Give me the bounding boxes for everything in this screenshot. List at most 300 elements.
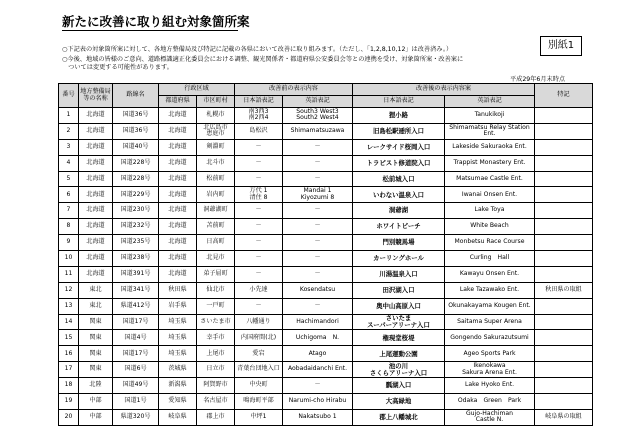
cell-bureau: 関東 bbox=[79, 346, 113, 362]
cell-after-jp: 瓢湖入口 bbox=[353, 378, 445, 394]
before_en-line: － bbox=[314, 174, 321, 182]
after_en-line: Iwanai Onsen Ent. bbox=[461, 190, 518, 198]
cell-bureau: 北海道 bbox=[79, 187, 113, 203]
cell-before-jp bbox=[235, 330, 283, 346]
cell-route: 国道17号 bbox=[113, 346, 159, 362]
cell-bureau: 北海道 bbox=[79, 251, 113, 267]
cell-before-jp bbox=[235, 266, 283, 282]
cell-after-jp: 旧島松駅逓所入口 bbox=[353, 123, 445, 139]
cell-after-en bbox=[445, 219, 535, 235]
before_en-line: Narumi-cho Hirabu bbox=[288, 397, 347, 405]
cell-remarks bbox=[535, 314, 593, 330]
cell-after-jp: ホワイトビーチ bbox=[353, 219, 445, 235]
cell-before-jp bbox=[235, 394, 283, 410]
cell-route: 国道49号 bbox=[113, 378, 159, 394]
cell-before-en bbox=[283, 394, 353, 410]
after_en-line: Lake Tazawako Ent. bbox=[459, 285, 520, 293]
before_jp-line: － bbox=[255, 158, 262, 166]
cell-bureau: 北海道 bbox=[79, 235, 113, 251]
before_jp-line: － bbox=[255, 238, 262, 246]
cell-after-en bbox=[445, 187, 535, 203]
after_en-line: Gongendo Sakurazutsumi bbox=[450, 333, 529, 341]
cell-before-en bbox=[283, 251, 353, 267]
cell-pref: 北海道 bbox=[159, 123, 197, 139]
before_en-line: South2 West4 bbox=[296, 114, 339, 122]
table-row bbox=[59, 171, 593, 187]
table-row bbox=[59, 409, 593, 425]
before_en-line: Uchigoma N. bbox=[295, 333, 340, 341]
cell-city: 幸手市 bbox=[197, 330, 235, 346]
cell-before-jp bbox=[235, 362, 283, 378]
cell-remarks bbox=[535, 187, 593, 203]
cell-before-jp bbox=[235, 298, 283, 314]
table-row bbox=[59, 203, 593, 219]
table-row bbox=[59, 187, 593, 203]
cell-city: 郡上市 bbox=[197, 409, 235, 425]
before_jp-line: 南3西3 bbox=[248, 107, 269, 115]
cell-city: さいたま市 bbox=[197, 314, 235, 330]
header-before-en: 英語表記 bbox=[283, 96, 353, 108]
cell-pref: 埼玉県 bbox=[159, 330, 197, 346]
cell-no: 6 bbox=[59, 187, 79, 203]
cell-no: 1 bbox=[59, 108, 79, 124]
cell-route: 国道238号 bbox=[113, 251, 159, 267]
cell-city: 上尾市 bbox=[197, 346, 235, 362]
cell-before-en bbox=[283, 235, 353, 251]
before_en-line: － bbox=[314, 222, 321, 230]
cell-route: 国道36号 bbox=[113, 123, 159, 139]
cell-after-jp: トラピスト修道院入口 bbox=[353, 155, 445, 171]
cell-remarks bbox=[535, 330, 593, 346]
cell-after-jp: 洞爺湖 bbox=[353, 203, 445, 219]
before_jp-line: 鳴海町平部 bbox=[243, 397, 274, 405]
cell-before-jp bbox=[235, 155, 283, 171]
cell-after-jp: 上尾運動公園 bbox=[353, 346, 445, 362]
cell-bureau: 北海道 bbox=[79, 155, 113, 171]
note-line-3: ついては変更する可能性があります。 bbox=[62, 64, 173, 71]
cell-pref: 北海道 bbox=[159, 108, 197, 124]
cell-city: 日立市 bbox=[197, 362, 235, 378]
cell-route: 国道235号 bbox=[113, 235, 159, 251]
cell-route: 国道1号 bbox=[113, 394, 159, 410]
before_jp-line: 八幡通り bbox=[246, 317, 271, 325]
cell-city: 洞爺湖町 bbox=[197, 203, 235, 219]
before_en-line: Nakatsubo 1 bbox=[298, 413, 337, 421]
cell-after-jp: 郡上八幡城北 bbox=[353, 409, 445, 425]
before_en-line: Mandai 1 bbox=[303, 187, 332, 195]
cell-no: 17 bbox=[59, 362, 79, 378]
after_en-line: Lake Hyoko Ent. bbox=[464, 381, 515, 389]
cell-after-en bbox=[445, 330, 535, 346]
table-row bbox=[59, 155, 593, 171]
cell-after-en bbox=[445, 266, 535, 282]
cell-route: 国道4号 bbox=[113, 330, 159, 346]
after_en-line: Matsumae Castle Ent. bbox=[456, 174, 523, 182]
title-underline bbox=[62, 30, 238, 31]
cell-city: 日高町 bbox=[197, 235, 235, 251]
cell-bureau: 関東 bbox=[79, 314, 113, 330]
cell-after-en bbox=[445, 409, 535, 425]
page-title: 新たに改善に取り組む対象箇所案 bbox=[62, 14, 250, 29]
cell-no: 11 bbox=[59, 266, 79, 282]
cell-route: 国道341号 bbox=[113, 282, 159, 298]
cell-before-jp bbox=[235, 235, 283, 251]
cell-after-en bbox=[445, 251, 535, 267]
cell-after-en bbox=[445, 314, 535, 330]
cell-bureau: 北海道 bbox=[79, 108, 113, 124]
cell-city: 北広島市 恵庭市 bbox=[197, 123, 235, 139]
cell-remarks bbox=[535, 219, 593, 235]
table-row bbox=[59, 394, 593, 410]
cell-route: 国道230号 bbox=[113, 203, 159, 219]
cell-remarks bbox=[535, 251, 593, 267]
cell-before-jp bbox=[235, 108, 283, 124]
before_en-line: － bbox=[314, 238, 321, 246]
cell-remarks: 岐阜県の取組 bbox=[535, 409, 593, 425]
table-row bbox=[59, 330, 593, 346]
header-remarks: 特記 bbox=[535, 84, 593, 108]
cell-remarks bbox=[535, 139, 593, 155]
cell-before-en bbox=[283, 139, 353, 155]
table-row bbox=[59, 314, 593, 330]
after_en-line: White Beach bbox=[470, 222, 509, 230]
cell-before-jp bbox=[235, 346, 283, 362]
cell-after-jp: 池の川 さくらアリーナ入口 bbox=[353, 362, 445, 378]
cell-route: 国道40号 bbox=[113, 139, 159, 155]
cell-remarks bbox=[535, 346, 593, 362]
cell-after-en bbox=[445, 346, 535, 362]
after_en-line: Ageo Sports Park bbox=[463, 349, 516, 357]
cell-before-en bbox=[283, 203, 353, 219]
cell-before-jp bbox=[235, 139, 283, 155]
cell-pref: 埼玉県 bbox=[159, 314, 197, 330]
before_jp-line: － bbox=[255, 174, 262, 182]
cell-city: 北斗市 bbox=[197, 155, 235, 171]
cell-after-jp: 松前城入口 bbox=[353, 171, 445, 187]
cell-before-en bbox=[283, 409, 353, 425]
before_jp-line: 小先達 bbox=[249, 285, 268, 293]
table-row bbox=[59, 235, 593, 251]
cell-pref: 北海道 bbox=[159, 203, 197, 219]
sheet-label: 別紙1 bbox=[540, 36, 582, 56]
before_jp-line: 愛宕 bbox=[252, 349, 265, 357]
cell-pref: 北海道 bbox=[159, 155, 197, 171]
cell-before-en bbox=[283, 171, 353, 187]
cell-no: 5 bbox=[59, 171, 79, 187]
cell-after-jp: 大高緑地 bbox=[353, 394, 445, 410]
after_en-line: Lakeside Sakuraoka Ent. bbox=[452, 142, 527, 150]
cell-remarks bbox=[535, 394, 593, 410]
cell-route: 国道232号 bbox=[113, 219, 159, 235]
cell-no: 2 bbox=[59, 123, 79, 139]
before_en-line: － bbox=[314, 158, 321, 166]
before_jp-line: － bbox=[255, 142, 262, 150]
cell-after-en bbox=[445, 298, 535, 314]
cell-before-jp bbox=[235, 314, 283, 330]
cell-after-en bbox=[445, 203, 535, 219]
cell-route: 国道6号 bbox=[113, 362, 159, 378]
cell-bureau: 中部 bbox=[79, 409, 113, 425]
after_en-line: Ent. bbox=[483, 130, 496, 138]
cell-no: 14 bbox=[59, 314, 79, 330]
before_jp-line: 中坪1 bbox=[250, 413, 267, 421]
as-of-date: 平成29年6月末時点 bbox=[510, 76, 566, 83]
cell-remarks bbox=[535, 171, 593, 187]
cell-pref: 北海道 bbox=[159, 235, 197, 251]
after_en-line: Tanukikoji bbox=[474, 111, 505, 119]
after_en-line: Sakura Arena Ent. bbox=[462, 368, 517, 376]
before_jp-line: 中央町 bbox=[249, 381, 268, 389]
cell-no: 7 bbox=[59, 203, 79, 219]
cell-remarks bbox=[535, 378, 593, 394]
cell-no: 10 bbox=[59, 251, 79, 267]
cell-no: 18 bbox=[59, 378, 79, 394]
before_en-line: South3 West3 bbox=[296, 107, 339, 115]
cell-before-en bbox=[283, 298, 353, 314]
before_en-line: Shimamatsuzawa bbox=[290, 127, 345, 135]
note-line-2: ○今後、地域の皆様のご意向、道路標識適正化委員会における調整、観光関係者・都道府県公安委員会等との連携を受け、対象箇所案・改善案に bbox=[62, 56, 464, 63]
header-no: 番号 bbox=[59, 84, 79, 108]
cell-city: 名古屋市 bbox=[197, 394, 235, 410]
cell-pref: 岐阜県 bbox=[159, 409, 197, 425]
cell-route: 国道391号 bbox=[113, 266, 159, 282]
after_en-line: Ikenokawa bbox=[473, 362, 506, 370]
table-row bbox=[59, 219, 593, 235]
cell-no: 3 bbox=[59, 139, 79, 155]
cell-after-en bbox=[445, 394, 535, 410]
cell-bureau: 東北 bbox=[79, 282, 113, 298]
cell-no: 8 bbox=[59, 219, 79, 235]
cell-before-jp bbox=[235, 378, 283, 394]
cell-after-en bbox=[445, 378, 535, 394]
cell-city: 弟子屈町 bbox=[197, 266, 235, 282]
before_jp-line: 内国府間(北) bbox=[240, 333, 277, 341]
cell-before-en bbox=[283, 187, 353, 203]
cell-pref: 茨城県 bbox=[159, 362, 197, 378]
cell-before-en bbox=[283, 282, 353, 298]
cell-before-en bbox=[283, 314, 353, 330]
cell-bureau: 北海道 bbox=[79, 123, 113, 139]
cell-city: 剣淵町 bbox=[197, 139, 235, 155]
before_jp-line: 南2西4 bbox=[248, 114, 269, 122]
cell-route: 国道36号 bbox=[113, 108, 159, 124]
table-row bbox=[59, 251, 593, 267]
header-before-jp: 日本語表記 bbox=[235, 96, 283, 108]
cell-remarks bbox=[535, 203, 593, 219]
after_en-line: Lake Toya bbox=[474, 206, 505, 214]
cell-bureau: 北海道 bbox=[79, 203, 113, 219]
cell-after-en bbox=[445, 108, 535, 124]
cell-route: 県道412号 bbox=[113, 298, 159, 314]
cell-after-en bbox=[445, 235, 535, 251]
table-row bbox=[59, 123, 593, 139]
before_jp-line: 青葉台団地入口 bbox=[237, 365, 280, 373]
cell-before-jp bbox=[235, 251, 283, 267]
cell-after-en bbox=[445, 139, 535, 155]
cell-before-jp bbox=[235, 282, 283, 298]
before_jp-line: － bbox=[255, 270, 262, 278]
cell-pref: 北海道 bbox=[159, 139, 197, 155]
cell-before-jp bbox=[235, 409, 283, 425]
cell-city: 阿賀野市 bbox=[197, 378, 235, 394]
cell-no: 12 bbox=[59, 282, 79, 298]
cell-route: 国道17号 bbox=[113, 314, 159, 330]
cell-bureau: 北海道 bbox=[79, 219, 113, 235]
before_en-line: Kiyozumi 8 bbox=[300, 193, 335, 201]
header-city: 市区町村 bbox=[197, 96, 235, 108]
header-admin: 行政区域 bbox=[159, 84, 235, 96]
table-row bbox=[59, 108, 593, 124]
cell-city: 北見市 bbox=[197, 251, 235, 267]
table-row bbox=[59, 346, 593, 362]
cell-pref: 愛知県 bbox=[159, 394, 197, 410]
cell-after-en bbox=[445, 155, 535, 171]
cell-city: 松前町 bbox=[197, 171, 235, 187]
cell-pref: 北海道 bbox=[159, 266, 197, 282]
after_en-line: Shimamatsu Relay Station bbox=[449, 123, 530, 131]
cell-remarks bbox=[535, 235, 593, 251]
cell-no: 4 bbox=[59, 155, 79, 171]
table-row bbox=[59, 362, 593, 378]
cell-pref: 岩手県 bbox=[159, 298, 197, 314]
cell-remarks bbox=[535, 108, 593, 124]
after_en-line: Kawayu Onsen Ent. bbox=[459, 270, 520, 278]
cell-city: 苫前町 bbox=[197, 219, 235, 235]
after_en-line: Monbetsu Race Course bbox=[454, 238, 525, 246]
cell-no: 20 bbox=[59, 409, 79, 425]
cell-pref: 埼玉県 bbox=[159, 346, 197, 362]
cell-before-en bbox=[283, 330, 353, 346]
table-row bbox=[59, 282, 593, 298]
after_en-line: Saitama Super Arena bbox=[457, 317, 522, 325]
before_en-line: － bbox=[314, 254, 321, 262]
target-locations-table bbox=[58, 83, 593, 426]
cell-no: 13 bbox=[59, 298, 79, 314]
before_jp-line: － bbox=[255, 222, 262, 230]
cell-bureau: 中部 bbox=[79, 394, 113, 410]
after_en-line: Okunakayama Kougen Ent. bbox=[448, 301, 531, 309]
cell-city: 岩内町 bbox=[197, 187, 235, 203]
cell-after-jp: いわない温泉入口 bbox=[353, 187, 445, 203]
before_jp-line: － bbox=[255, 206, 262, 214]
header-after: 改善後の表示内容案 bbox=[353, 84, 535, 96]
before_en-line: Kosendatsu bbox=[299, 285, 336, 293]
cell-pref: 新潟県 bbox=[159, 378, 197, 394]
after_en-line: Castle N. bbox=[475, 416, 504, 424]
before_jp-line: － bbox=[255, 254, 262, 262]
cell-after-jp: レークサイド桜岡入口 bbox=[353, 139, 445, 155]
cell-before-en bbox=[283, 108, 353, 124]
cell-no: 16 bbox=[59, 346, 79, 362]
before_en-line: － bbox=[314, 206, 321, 214]
cell-remarks bbox=[535, 298, 593, 314]
cell-after-en bbox=[445, 362, 535, 378]
cell-remarks bbox=[535, 266, 593, 282]
cell-after-jp: 門別競馬場 bbox=[353, 235, 445, 251]
cell-route: 国道229号 bbox=[113, 187, 159, 203]
before_en-line: Atago bbox=[308, 349, 327, 357]
before_jp-line: 万代 1 bbox=[249, 187, 268, 195]
cell-after-jp: さいたま スーパーアリーナ入口 bbox=[353, 314, 445, 330]
cell-after-jp: 権現堂桜堤 bbox=[353, 330, 445, 346]
cell-after-en bbox=[445, 282, 535, 298]
cell-before-en bbox=[283, 378, 353, 394]
table-body bbox=[59, 108, 593, 426]
cell-before-jp bbox=[235, 123, 283, 139]
cell-city: 一戸町 bbox=[197, 298, 235, 314]
cell-bureau: 北陸 bbox=[79, 378, 113, 394]
before_jp-line: 島松沢 bbox=[249, 127, 268, 135]
cell-after-en bbox=[445, 123, 535, 139]
after_en-line: Trappist Monastery Ent. bbox=[453, 158, 526, 166]
cell-route: 国道228号 bbox=[113, 171, 159, 187]
cell-route: 県道320号 bbox=[113, 409, 159, 425]
after_en-line: Odaka Green Park bbox=[457, 397, 522, 405]
table-row bbox=[59, 378, 593, 394]
header-after-en: 英語表記 bbox=[445, 96, 535, 108]
after_en-line: Gujo-Hachiman bbox=[465, 409, 514, 417]
cell-pref: 秋田県 bbox=[159, 282, 197, 298]
cell-bureau: 北海道 bbox=[79, 139, 113, 155]
before_en-line: － bbox=[314, 301, 321, 309]
cell-city: 札幌市 bbox=[197, 108, 235, 124]
cell-after-jp: 狸小路 bbox=[353, 108, 445, 124]
cell-before-jp bbox=[235, 203, 283, 219]
cell-pref: 北海道 bbox=[159, 251, 197, 267]
table-row bbox=[59, 298, 593, 314]
cell-pref: 北海道 bbox=[159, 187, 197, 203]
cell-before-en bbox=[283, 155, 353, 171]
cell-remarks bbox=[535, 123, 593, 139]
cell-bureau: 東北 bbox=[79, 298, 113, 314]
cell-bureau: 北海道 bbox=[79, 171, 113, 187]
cell-bureau: 北海道 bbox=[79, 266, 113, 282]
header-after-jp: 日本語表記 bbox=[353, 96, 445, 108]
after_en-line: Curling Hall bbox=[469, 254, 510, 262]
cell-pref: 北海道 bbox=[159, 219, 197, 235]
cell-before-en bbox=[283, 219, 353, 235]
cell-after-jp: 奥中山高原入口 bbox=[353, 298, 445, 314]
before_jp-line: － bbox=[255, 301, 262, 309]
cell-remarks bbox=[535, 155, 593, 171]
before_en-line: － bbox=[314, 142, 321, 150]
cell-before-en bbox=[283, 346, 353, 362]
header-route: 路線名 bbox=[113, 84, 159, 108]
note-line-1: ○下記表の対象箇所案に対して、各地方整備局及び特記に記載の各県において改善に取り組みます。（ただし、「1,2,8,10,12」は改善済み。） bbox=[62, 46, 453, 53]
before_en-line: － bbox=[314, 270, 321, 278]
cell-no: 19 bbox=[59, 394, 79, 410]
header-pref: 都道府県 bbox=[159, 96, 197, 108]
cell-no: 9 bbox=[59, 235, 79, 251]
cell-before-en bbox=[283, 362, 353, 378]
cell-before-en bbox=[283, 123, 353, 139]
cell-before-jp bbox=[235, 187, 283, 203]
table-row bbox=[59, 266, 593, 282]
header-before: 改善前の表示内容 bbox=[235, 84, 353, 96]
cell-after-jp: 田沢湖入口 bbox=[353, 282, 445, 298]
before_en-line: － bbox=[314, 381, 321, 389]
cell-route: 国道228号 bbox=[113, 155, 159, 171]
cell-after-jp: カーリングホール bbox=[353, 251, 445, 267]
before_en-line: Aobadaidanchi Ent. bbox=[287, 365, 348, 373]
cell-before-jp bbox=[235, 171, 283, 187]
cell-pref: 北海道 bbox=[159, 171, 197, 187]
cell-before-en bbox=[283, 266, 353, 282]
cell-remarks bbox=[535, 362, 593, 378]
header-bureau: 地方整備局等の名称 bbox=[79, 84, 113, 108]
cell-remarks: 秋田県の取組 bbox=[535, 282, 593, 298]
cell-after-jp: 川湯温泉入口 bbox=[353, 266, 445, 282]
